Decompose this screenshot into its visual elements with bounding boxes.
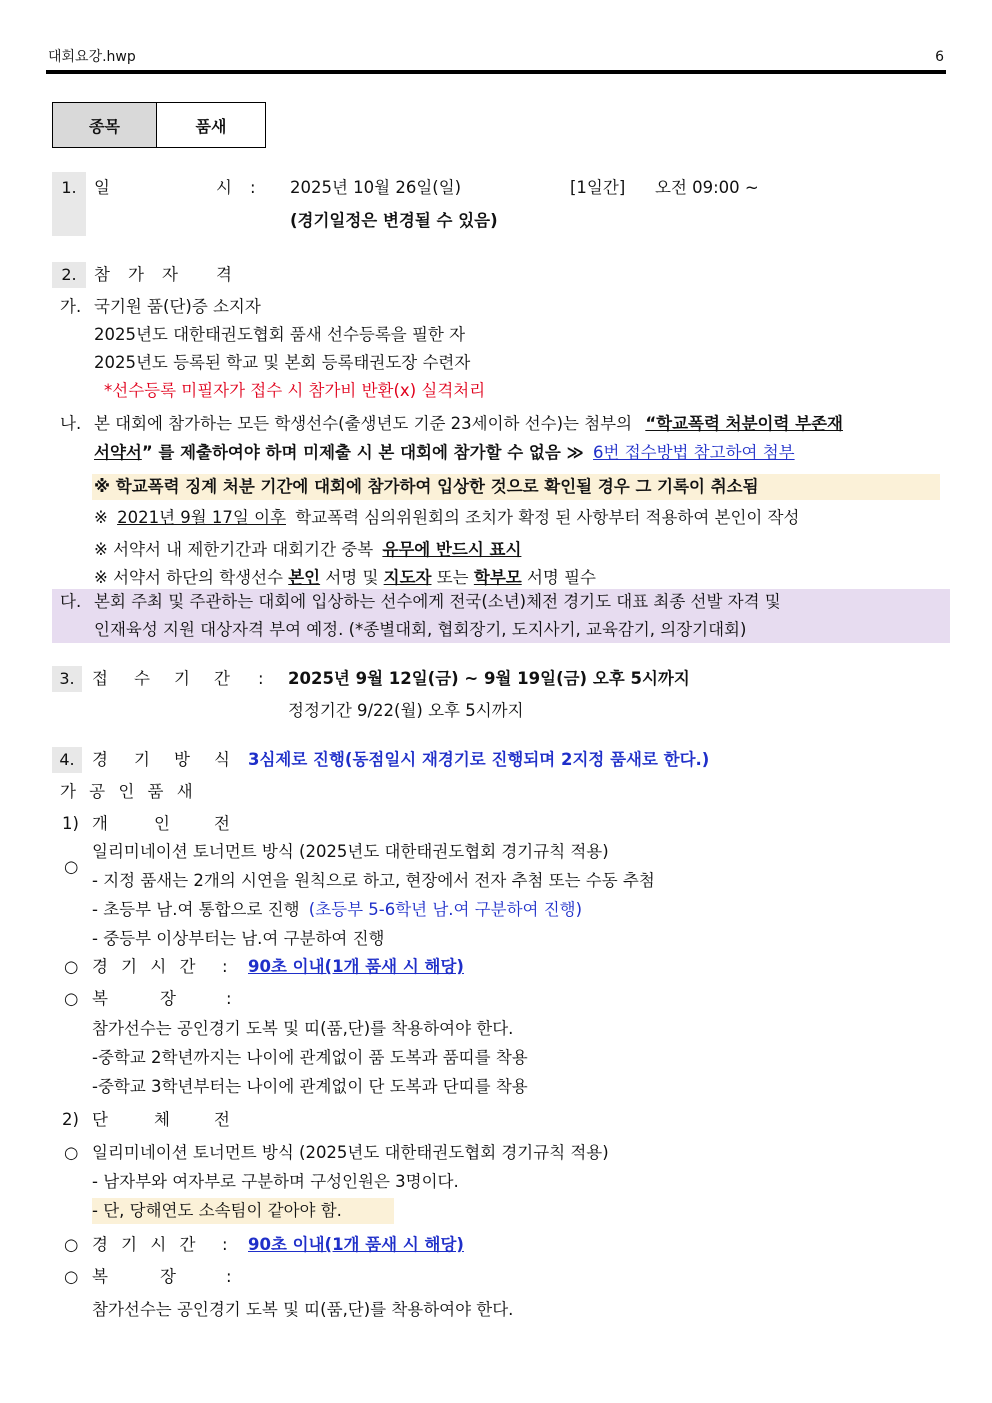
section-3-title-char2: 수: [134, 669, 150, 688]
note2-date: 2021년 9월 17일 이후: [117, 508, 286, 527]
category-label: 종목: [53, 103, 157, 147]
individual-format: 일리미네이션 토너먼트 방식 (2025년도 대한태권도협회 경기규칙 적용): [92, 842, 609, 861]
item-ga-line3: 2025년도 등록된 학교 및 본회 등록태권도장 수련자: [94, 353, 471, 372]
item-na-line2: [94, 442, 795, 464]
item-da-line2: 인재육성 지원 대상자격 부여 예정. (*종별대회, 협회장기, 도지사기, 교육감기, 의장기대회): [94, 620, 747, 639]
section-2-title-char3: 자: [162, 265, 178, 284]
dress-bullet-2: ○: [64, 1267, 79, 1286]
time-label-2: 경 기 시 간: [92, 1235, 196, 1254]
individual-rule1: - 지정 품새는 2개의 시연을 원칙으로 하고, 현장에서 전자 추첨 또는 수동 추첨: [92, 871, 655, 890]
dress-label-char2: 장: [160, 989, 176, 1008]
section-1-colon: :: [250, 178, 256, 197]
note-overlap-mark: [94, 539, 521, 561]
school-violence-pledge-title: “학교폭력 처분이력 부존재: [645, 414, 843, 433]
individual-title-char3: 전: [214, 814, 230, 833]
team-title-char1: 단: [92, 1110, 108, 1129]
individual-title-char1: 개: [92, 814, 108, 833]
dress2-rule1: 참가선수는 공인경기 도복 및 띠(품,단)를 착용하여야 한다.: [92, 1300, 514, 1319]
section-3-title-char3: 기: [174, 669, 190, 688]
note4-coach: 지도자: [383, 568, 432, 587]
section-2-title-char1: 참: [94, 265, 110, 284]
dress-colon-1: :: [226, 989, 232, 1008]
item-ga-line1: 국기원 품(단)증 소지자: [94, 297, 261, 316]
category-value: 품새: [157, 103, 265, 147]
item-da-label: 다.: [60, 592, 82, 611]
header-divider: [46, 70, 946, 74]
note4-text-g: 서명 필수: [526, 568, 596, 587]
recognized-poomsae-title: 가 공 인 품 새: [60, 782, 193, 801]
event-date: 2025년 10월 26일(일): [290, 178, 462, 197]
individual-bullet: ○: [64, 857, 79, 876]
section-1-title-char2: 시: [216, 178, 232, 197]
note4-text-e: 또는: [436, 568, 469, 587]
section-4-number: 4.: [52, 747, 82, 773]
individual-rule2-note: (초등부 5-6학년 남.여 구분하여 진행): [308, 900, 583, 919]
section-1-title-char1: 일: [94, 178, 110, 197]
item-ga-line2: 2025년도 대한태권도협회 품새 선수등록을 필한 자: [94, 325, 466, 344]
section-3-number: 3.: [52, 666, 82, 692]
individual-title-char2: 인: [154, 814, 170, 833]
individual-number: 1): [62, 814, 79, 833]
item-na-line1-text: 본 대회에 참가하는 모든 학생선수(출생년도 기준 23세이하 선수)는 첨부의: [94, 414, 633, 433]
time-value-2: 90초 이내(1개 품새 시 해당): [248, 1235, 464, 1254]
dress-bullet-1: ○: [64, 989, 79, 1008]
document-filename: 대회요강.hwp: [48, 49, 136, 65]
time-value-1: 90초 이내(1개 품새 시 해당): [248, 957, 464, 976]
reference-link[interactable]: 6번 접수방법 참고하여 첨부: [593, 443, 795, 462]
section-4-title-char1: 경: [92, 750, 108, 769]
item-na-label: 나.: [60, 414, 82, 433]
event-start-time: 오전 09:00 ~: [655, 178, 759, 197]
section-1-number: 1.: [52, 172, 86, 236]
item-na-line1: [94, 413, 843, 435]
time-bullet-2: ○: [64, 1235, 79, 1254]
dress-rule1: 참가선수는 공인경기 도복 및 띠(품,단)를 착용하여야 한다.: [92, 1019, 514, 1038]
note2-mark: ※: [94, 508, 108, 527]
dress2-label-char1: 복: [92, 1267, 108, 1286]
item-na-line2-text: ” 를 제출하여야 하며 미제출 시 본 대회에 참가할 수 없음 ≫: [141, 443, 584, 462]
page-number: 6: [935, 49, 944, 65]
section-2-number: 2.: [52, 262, 86, 288]
registration-warning: *선수등록 미필자가 접수 시 참가비 반환(x) 실격처리: [104, 381, 486, 400]
section-4-title-char2: 기: [134, 750, 150, 769]
category-table: [52, 102, 266, 148]
individual-rule2: [92, 899, 582, 921]
section-2-title-char4: 격: [216, 265, 232, 284]
time-label-1: 경 기 시 간: [92, 957, 196, 976]
registration-period: 2025년 9월 12일(금) ~ 9월 19일(금) 오후 5시까지: [288, 669, 690, 688]
event-duration: [1일간]: [570, 178, 626, 197]
time-colon-1: :: [222, 957, 228, 976]
note3-emphasis: 유무에 반드시 표시: [382, 540, 522, 559]
note4-text-a: ※ 서약서 하단의 학생선수: [94, 568, 283, 587]
note-signature: [94, 567, 596, 589]
individual-rule2-text: - 초등부 남.여 통합으로 진행: [92, 900, 300, 919]
note4-self: 본인: [288, 568, 321, 587]
team-title-char2: 체: [154, 1110, 170, 1129]
dress-rule3: -중학교 3학년부터는 나이에 관계없이 단 도복과 단띠를 착용: [92, 1077, 528, 1096]
note4-parent: 학부모: [473, 568, 522, 587]
section-2-title-char2: 가: [128, 265, 144, 284]
team-title-char3: 전: [214, 1110, 230, 1129]
dress-rule2: -중학교 2학년까지는 나이에 관계없이 품 도복과 품띠를 착용: [92, 1048, 528, 1067]
section-4-title-char3: 방: [174, 750, 190, 769]
item-ga-label: 가.: [60, 297, 82, 316]
time-bullet-1: ○: [64, 957, 79, 976]
pledge-title-end: 서약서: [94, 443, 142, 462]
item-da-line1: 본회 주최 및 주관하는 대회에 입상하는 선수에게 전국(소년)체전 경기도 대표 최종 선발 자격 및: [94, 592, 781, 611]
competition-method: 3심제로 진행(동점일시 재경기로 진행되며 2지정 품새로 한다.): [248, 750, 710, 769]
team-number: 2): [62, 1110, 79, 1129]
individual-rule3: - 중등부 이상부터는 남.여 구분하여 진행: [92, 929, 385, 948]
note2-text: 학교폭력 심의위원회의 조치가 확정 된 사항부터 적용하여 본인이 작성: [295, 508, 800, 527]
section-4-title-char4: 식: [214, 750, 230, 769]
team-rule2: - 단, 당해연도 소속팀이 같아야 함.: [92, 1201, 342, 1220]
dress-colon-2: :: [226, 1267, 232, 1286]
section-3-title-char4: 간: [214, 669, 230, 688]
section-3-title-char1: 접: [92, 669, 108, 688]
note-date-applied: [94, 507, 799, 529]
team-format: 일리미네이션 토너먼트 방식 (2025년도 대한태권도협회 경기규칙 적용): [92, 1143, 609, 1162]
note4-text-c: 서명 및: [325, 568, 379, 587]
dress-label-char1: 복: [92, 989, 108, 1008]
dress2-label-char2: 장: [160, 1267, 176, 1286]
correction-period: 정정기간 9/22(월) 오후 5시까지: [288, 701, 524, 720]
schedule-change-note: (경기일정은 변경될 수 있음): [290, 211, 498, 230]
section-3-colon: :: [258, 669, 264, 688]
team-rule1: - 남자부와 여자부로 구분하며 구성인원은 3명이다.: [92, 1172, 459, 1191]
team-bullet: ○: [64, 1143, 79, 1162]
note-record-cancel: ※ 학교폭력 징계 처분 기간에 대회에 참가하여 입상한 것으로 확인될 경우 그 기록이 취소됨: [94, 477, 759, 496]
time-colon-2: :: [222, 1235, 228, 1254]
note3-text: ※ 서약서 내 제한기간과 대회기간 중복: [94, 540, 374, 559]
